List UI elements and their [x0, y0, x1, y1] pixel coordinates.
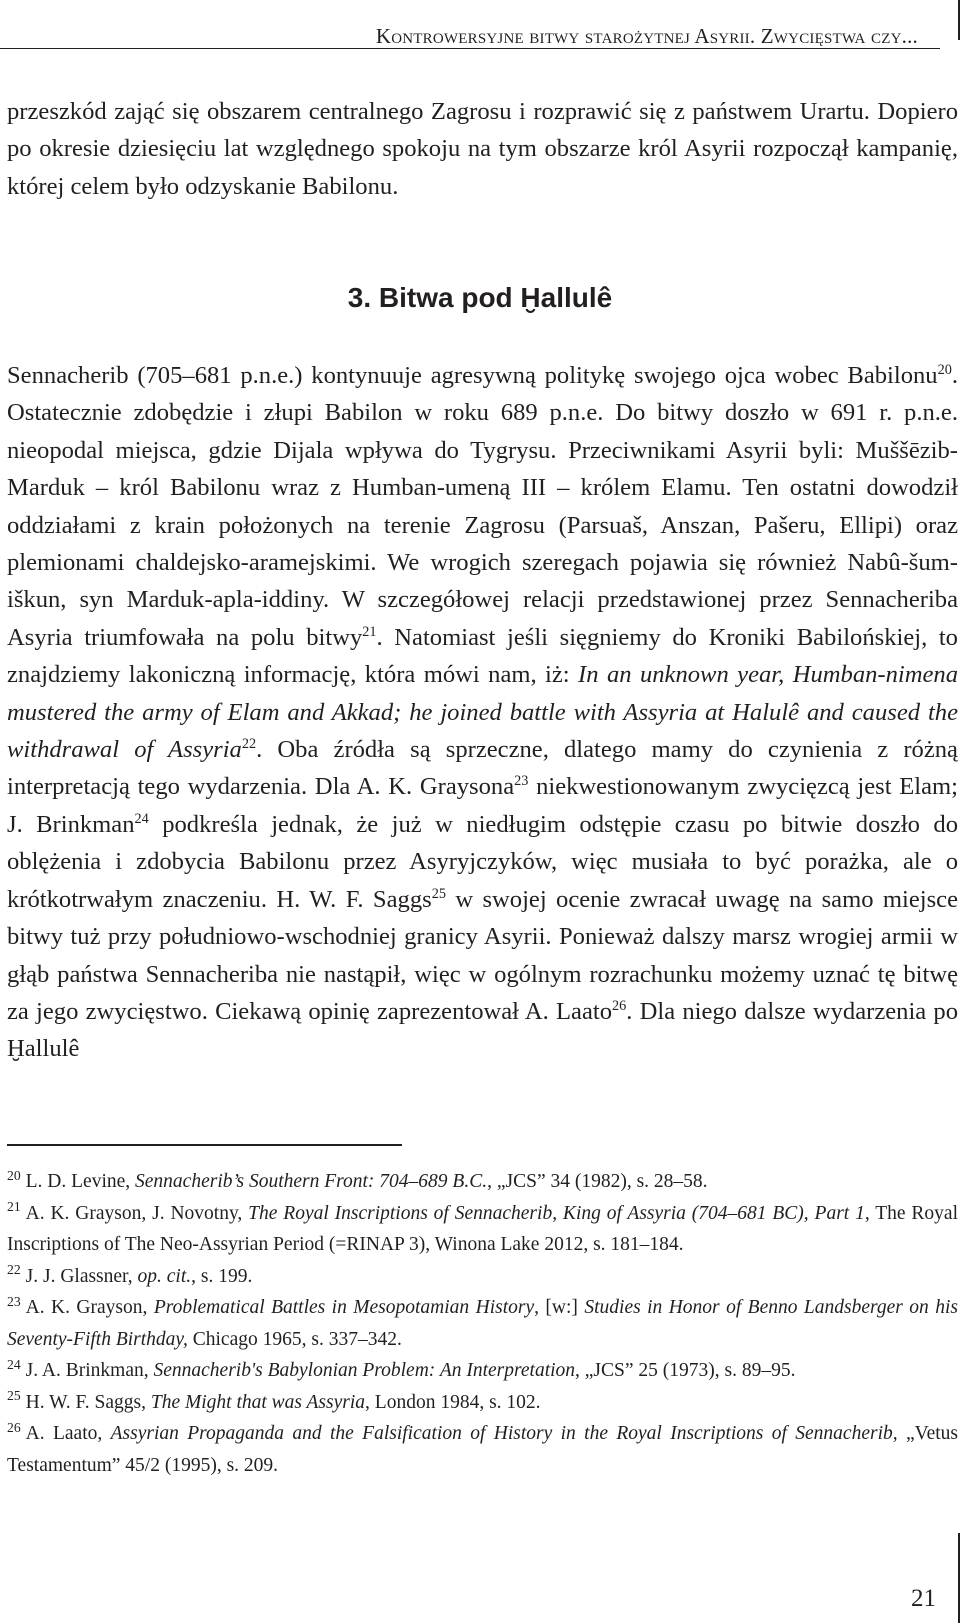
footnote-text: A. K. Grayson, [25, 1297, 154, 1318]
footnote-text: H. W. F. Saggs, [25, 1391, 151, 1413]
footnote-22 [7, 1261, 958, 1293]
footnote-text: , The Royal Inscriptions of The Neo-Assyrian Period (=RINAP 3), Winona Lake 2012, s. 181–184. [7, 1202, 958, 1255]
text-run: . Dla niego dalsze wydarzenia po Ḫallulê [7, 997, 959, 1063]
footnote-ref-21[interactable]: 21 [362, 623, 377, 640]
footnote-text: , „JCS” 25 (1973), s. 89–95. [575, 1360, 796, 1381]
footnote-title: The Royal Inscriptions of Sennacherib, King of Assyria (704–681 BC), Part 1 [248, 1202, 865, 1224]
footnote-title: Problematical Battles in Mesopotamian History [153, 1297, 535, 1318]
footnote-ref-20[interactable]: 20 [937, 361, 952, 378]
footnote-number: 26 [7, 1419, 21, 1435]
footnote-text: L. D. Levine, [25, 1171, 136, 1192]
text-run: . Ostatecznie zdobędzie i złupi Babilon w roku 689 p.n.e. Do bitwy doszło w 691 r. p.n.e. nieopodal miejsca, gdzie Dijala wpływa do Tygrysu. Przeciwnikami Asyrii byli: Muššēzib-Marduk – król Babilonu wraz z Humban-umeną III – królem Elamu. Ten ostatni dowodził oddziałami z krain położonych na terenie Zagrosu (Parsuaš, Anszan, Pašeru, Ellipi) oraz plemionami chaldejsko-aramejskimi. We wrogich szeregach pojawia się również Nabû-šum-iškun, syn Marduk-apla-iddiny. W szczegółowej relacji przedstawionej przez Sennacheriba Asyria triumfowała na polu bitwy [7, 362, 958, 651]
footnote-separator [7, 1144, 402, 1146]
footnote-number: 21 [7, 1199, 21, 1214]
footnote-text: A. Laato, [25, 1423, 111, 1444]
footnote-ref-26[interactable]: 26 [612, 997, 627, 1014]
running-header [0, 14, 940, 49]
footnote-text: , London 1984, s. 102. [365, 1391, 541, 1413]
main-paragraph [7, 357, 958, 1068]
footnote-21 [7, 1198, 958, 1261]
footnote-text: , „JCS” 34 (1982), s. 28–58. [487, 1171, 708, 1192]
footnote-26 [7, 1418, 958, 1481]
footnote-23 [7, 1292, 958, 1355]
page-number: 21 [911, 1585, 936, 1612]
footnote-number: 24 [7, 1356, 21, 1372]
text-run: niekwestionowanym zwycięzcą jest Elam; J. Brinkman [7, 773, 958, 838]
footnotes [7, 1166, 958, 1481]
footnote-number: 22 [7, 1262, 21, 1277]
footnote-25 [7, 1387, 958, 1419]
footnote-text: J. J. Glassner, [25, 1265, 138, 1287]
footnote-text: Chicago 1965, s. 337–342. [187, 1328, 402, 1350]
text-run: . Oba źródła są sprzeczne, dlatego mamy do czynienia z różną interpretacją tego wydarzenia. Dla A. K. Graysona [7, 736, 958, 801]
footnote-number: 20 [7, 1167, 21, 1183]
footnote-title: Sennacherib's Babylonian Problem: An Interpretation [153, 1360, 576, 1381]
chronicle-quote: In an unknown year, Humban-nimena mustered the army of Elam and Akkad; he joined battle with Assyria at Halulê and caused the withdrawal of Assyria [7, 661, 958, 764]
footnote-number: 23 [7, 1293, 21, 1309]
text-run: w swojej ocenie zwracał uwagę na samo miejsce bitwy tuż przy południowo-wschodniej granicy Asyrii. Ponieważ dalszy marsz wrogiej armii w głąb państwa Sennacheriba nie nastąpił, więc w ogólnym rozrachunku możemy uznać tę bitwę za jego zwycięstwo. Ciekawą opinię zaprezentował A. Laato [7, 885, 958, 1025]
footnote-text: A. K. Grayson, J. Novotny, [25, 1202, 249, 1224]
footnote-text: , s. 199. [191, 1265, 253, 1287]
section-heading: 3. Bitwa pod Ḫallulê [347, 282, 613, 313]
text-run: . Natomiast jeśli sięgniemy do Kroniki Babilońskiej, to znajdziemy lakoniczną informację, która mówi nam, iż: [7, 623, 958, 689]
footnote-ref-25[interactable]: 25 [431, 885, 446, 902]
footnote-title: Sennacherib’s Southern Front: 704–689 B.C. [135, 1171, 488, 1192]
footnote-title: op. cit. [137, 1265, 192, 1287]
footnote-ref-23[interactable]: 23 [514, 773, 529, 790]
footnote-24 [7, 1355, 958, 1387]
footnote-ref-22[interactable]: 22 [241, 735, 257, 752]
text-run: Sennacherib (705–681 p.n.e.) kontynuuje agresywną politykę swojego ojca wobec Babilonu [7, 362, 938, 389]
footnote-number: 25 [7, 1388, 21, 1403]
footnote-text: „Vetus Testamentum” 45/2 (1995), s. 209. [7, 1423, 958, 1476]
footnote-title: The Might that was Assyria [150, 1391, 366, 1413]
footnote-title: Assyrian Propaganda and the Falsification of History in the Royal Inscriptions of Sennacherib, [110, 1423, 898, 1444]
intro-paragraph: przeszkód zająć się obszarem centralnego Zagrosu i rozprawić się z państwem Urartu. Dopiero po okresie dziesięciu lat względnego spokoju na tym obszarze król Asyrii rozpoczął kampanię, której celem było odzyskanie Babilonu. [7, 98, 958, 200]
footnote-title: Studies in Honor of Benno Landsberger on his Seventy-Fifth Birthday, [7, 1297, 958, 1350]
footnote-text: , [w:] [534, 1297, 585, 1318]
footnote-text: J. A. Brinkman, [25, 1360, 154, 1381]
footnote-20 [7, 1166, 958, 1198]
text-run: podkreśla jednak, że już w niedługim odstępie czasu po bitwie doszło do oblężenia i zdobycia Babilonu przez Asyryjczyków, więc musiała to być porażka, ale o krótkotrwałym znaczeniu. H. W. F. Saggs [7, 810, 958, 913]
running-title: Kontrowersyjne bitwy starożytnej Asyrii. Zwycięstwa czy... [375, 24, 918, 48]
footnote-ref-24[interactable]: 24 [134, 810, 149, 827]
